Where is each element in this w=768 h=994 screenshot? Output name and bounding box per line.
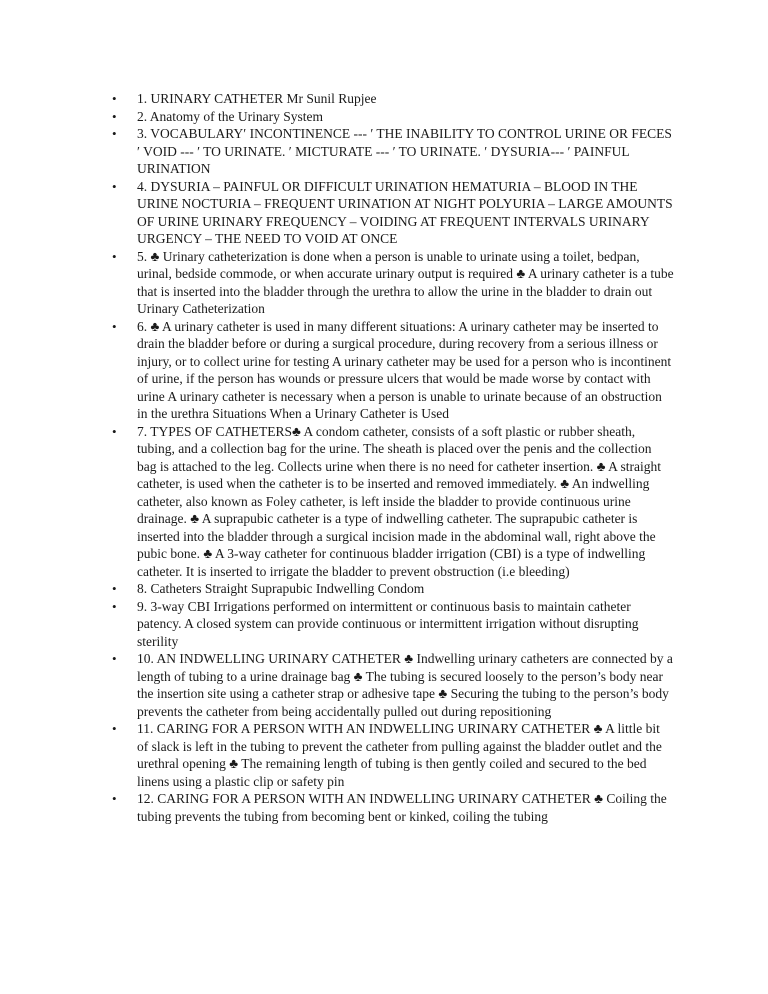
list-item-text: 11. CARING FOR A PERSON WITH AN INDWELLING URINARY CATHETER ♣ A little bit of slack is left in the tubing to prevent the catheter from pulling against the bladder outlet and the urethral opening ♣ The remaining length of tubing is then gently coiled and secured to the bed linens using a plastic clip or safety pin [137,721,662,789]
list-item [108,108,674,126]
list-item [108,248,674,318]
list-item-text: 8. Catheters Straight Suprapubic Indwelling Condom [137,581,425,596]
bullet-icon: • [112,126,117,141]
bullet-icon: • [112,581,117,596]
bullet-icon: • [112,248,117,264]
bullet-icon: • [112,318,117,334]
list-item-text: 3. VOCABULARY′ INCONTINENCE --- ′ THE INABILITY TO CONTROL URINE OR FECES ′ VOID --- ′ TO URINATE. ′ MICTURATE --- ′ TO URINATE. ′ DYSURIA--- ′ PAINFUL URINATION [137,126,672,176]
bullet-icon: • [112,721,117,736]
list-item-text: 7. TYPES OF CATHETERS♣ A condom catheter, consists of a soft plastic or rubber sheath, tubing, and a collection bag for the urine. The sheath is placed over the penis and the collection bag is attached to the leg. Collects urine when there is no need for catheter insertion. ♣ A straight catheter, is used when the catheter is to be inserted and removed immediately. ♣ An indwelling catheter, also known as Foley catheter, is left inside the bladder to provide continuous urine drainage. ♣ A suprapubic catheter is a type of indwelling catheter. The suprapubic catheter is inserted into the bladder through a surgical incision made in the abdominal wall, right above the pubic bone. ♣ A 3-way catheter for continuous bladder irrigation (CBI) is a type of indwelling catheter. It is inserted to irrigate the bladder to prevent obstruction (i.e bleeding) [137,423,661,579]
list-item [108,720,674,790]
bullet-list [108,90,674,825]
list-item-text: 1. URINARY CATHETER Mr Sunil Rupjee [137,91,377,106]
bullet-icon: • [112,651,117,666]
list-item-text: 9. 3-way CBI Irrigations performed on intermittent or continuous basis to maintain catheter patency. A closed system can provide continuous or intermittent irrigation without disrupting sterility [137,598,639,649]
bullet-icon: • [112,178,117,194]
list-item-text: 10. AN INDWELLING URINARY CATHETER ♣ Indwelling urinary catheters are connected by a length of tubing to a urine drainage bag ♣ The tubing is secured loosely to the person’s body near the insertion site using a catheter strap or adhesive tape ♣ Securing the tubing to the person’s body prevents the catheter from being accidentally pulled out during repositioning [137,651,673,719]
list-item [108,423,674,581]
list-item [108,598,674,651]
list-item [108,580,674,598]
bullet-icon: • [112,91,117,106]
list-item [108,318,674,423]
list-item-text: 5. ♣ Urinary catheterization is done when a person is unable to urinate using a toilet, bedpan, urinal, bedside commode, or when accurate urinary output is required ♣ A urinary catheter is a tube that is inserted into the bladder through the urethra to allow the urine in the bladder to drain out Urinary Catheterization [137,248,674,316]
list-item [108,790,674,825]
list-item [108,650,674,720]
list-item [108,178,674,248]
list-item [108,125,674,178]
list-item-text: 4. DYSURIA – PAINFUL OR DIFFICULT URINATION HEMATURIA – BLOOD IN THE URINE NOCTURIA – FREQUENT URINATION AT NIGHT POLYURIA – LARGE AMOUNTS OF URINE URINARY FREQUENCY – VOIDING AT FREQUENT INTERVALS URINARY URGENCY – THE NEED TO VOID AT ONCE [137,178,673,246]
bullet-icon: • [112,108,117,124]
bullet-icon: • [112,423,117,439]
list-item-text: 6. ♣ A urinary catheter is used in many different situations: A urinary catheter may be inserted to drain the bladder before or during a surgical procedure, during recovery from a serious illness or injury, or to collect urine for testing A urinary catheter may be used for a person who is incontinent of urine, if the person has wounds or pressure ulcers that would be made worse by contact with urine A urinary catheter is necessary when a person is unable to urinate because of an obstruction in the urethra Situations When a Urinary Catheter is Used [137,318,672,421]
list-item [108,90,674,108]
list-item-text: 2. Anatomy of the Urinary System [137,108,323,124]
bullet-icon: • [112,791,117,806]
bullet-icon: • [112,598,117,614]
list-item-text: 12. CARING FOR A PERSON WITH AN INDWELLING URINARY CATHETER ♣ Coiling the tubing prevents the tubing from becoming bent or kinked, coiling the tubing [137,791,667,824]
